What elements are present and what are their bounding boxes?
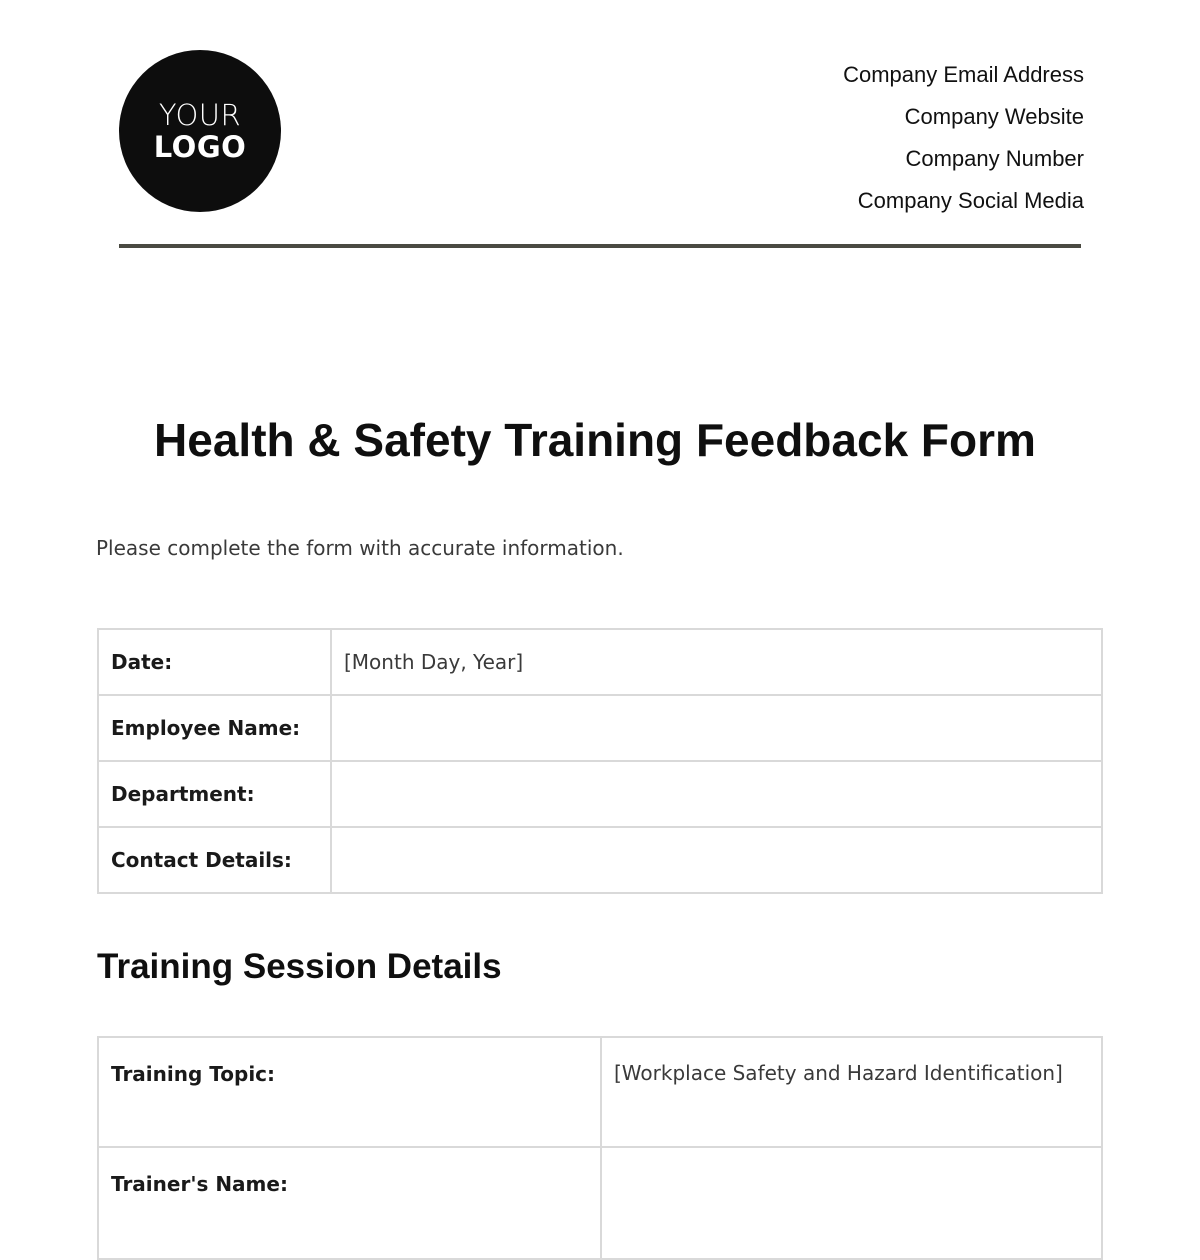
company-website: Company Website: [904, 104, 1084, 129]
training-session-table: [97, 1036, 1103, 1260]
date-field[interactable]: [Month Day, Year]: [331, 629, 1102, 695]
company-email: Company Email Address: [843, 62, 1084, 87]
logo-line-2: LOGO: [153, 130, 247, 164]
department-label: Department:: [98, 761, 331, 827]
employee-name-label: Employee Name:: [98, 695, 331, 761]
trainer-name-label: Trainer's Name:: [98, 1147, 601, 1259]
department-field[interactable]: [331, 761, 1102, 827]
logo-line-1: YOUR: [158, 98, 242, 132]
contact-details-label: Contact Details:: [98, 827, 331, 893]
company-social-media: Company Social Media: [857, 188, 1084, 213]
company-number: Company Number: [905, 146, 1084, 171]
page-title: Health & Safety Training Feedback Form: [154, 414, 1036, 466]
training-topic-label: Training Topic:: [98, 1037, 601, 1147]
header-divider: [119, 244, 1081, 248]
table-row: [98, 695, 1102, 761]
employee-info-table: [97, 628, 1103, 894]
table-row: [98, 629, 1102, 695]
date-label: Date:: [98, 629, 331, 695]
intro-text: Please complete the form with accurate information.: [96, 536, 624, 560]
company-contact-block: [843, 54, 1084, 222]
trainer-name-field[interactable]: [601, 1147, 1102, 1259]
table-row: [98, 827, 1102, 893]
section-heading-training-session: Training Session Details: [97, 947, 502, 986]
contact-details-field[interactable]: [331, 827, 1102, 893]
training-topic-field[interactable]: [Workplace Safety and Hazard Identification]: [601, 1037, 1102, 1147]
employee-name-field[interactable]: [331, 695, 1102, 761]
table-row: [98, 1147, 1102, 1259]
table-row: [98, 1037, 1102, 1147]
table-row: [98, 761, 1102, 827]
company-logo: [119, 50, 281, 212]
